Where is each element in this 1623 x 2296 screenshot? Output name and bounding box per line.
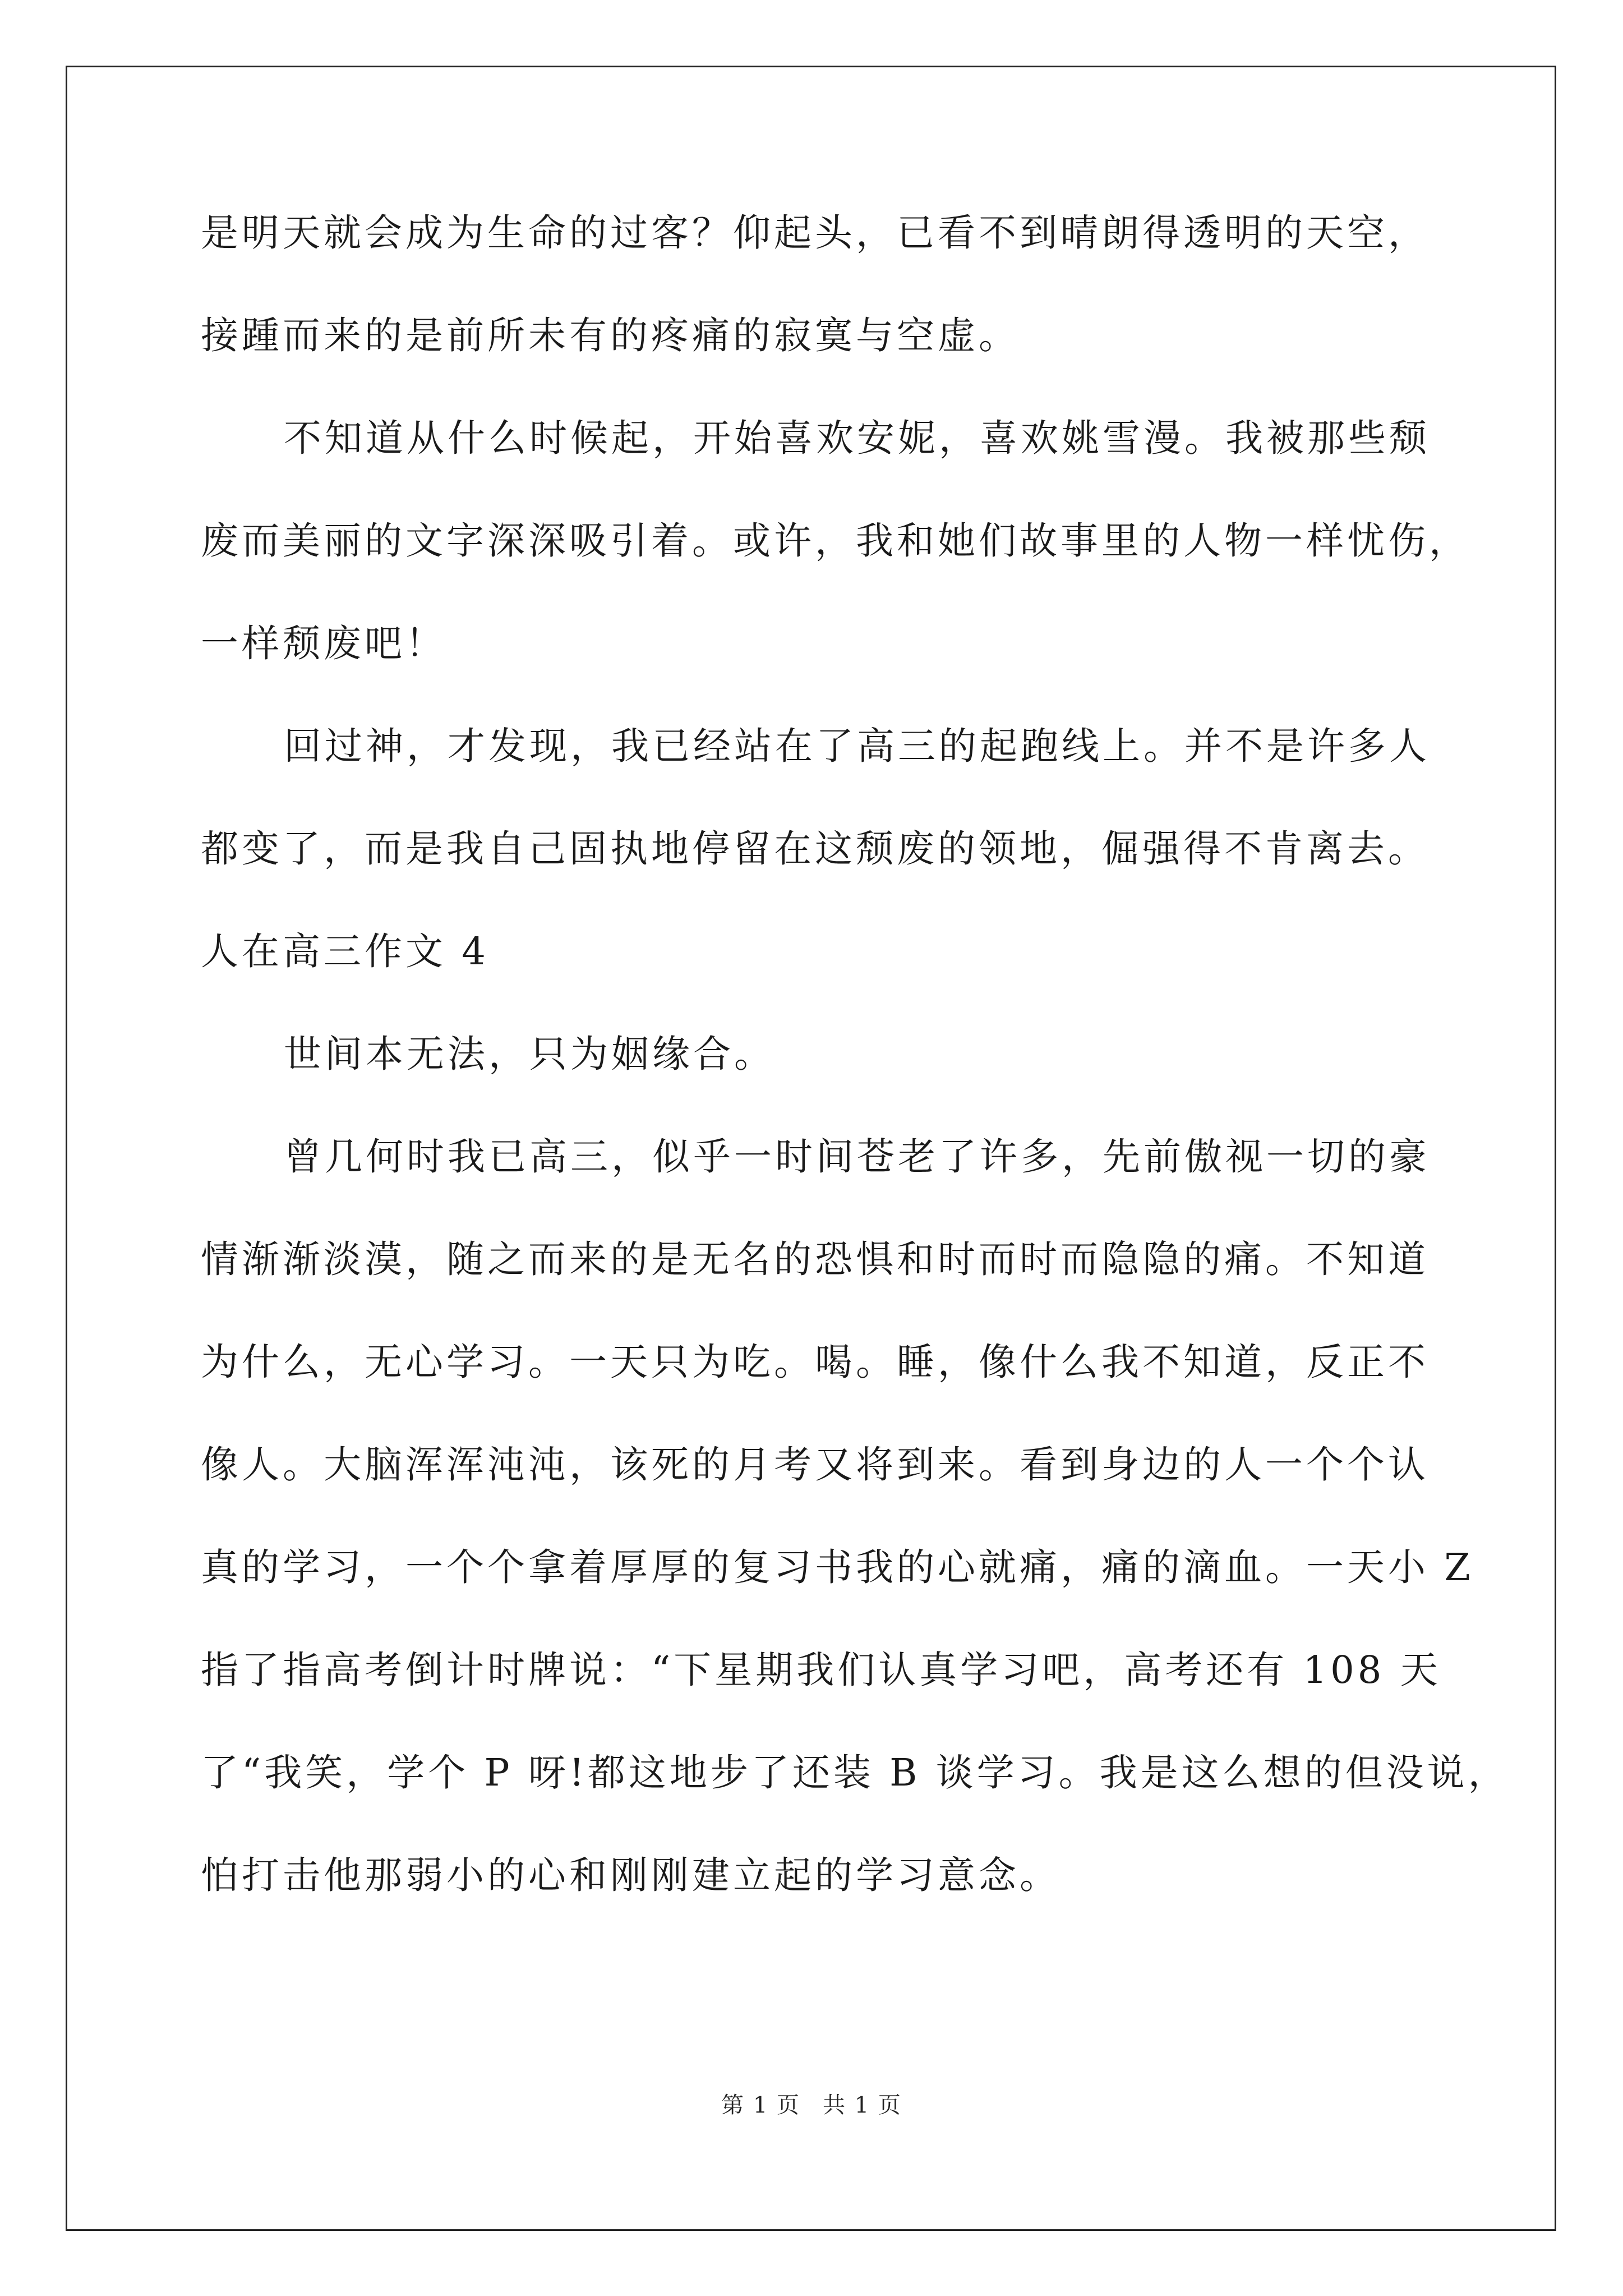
text-line: 指了指高考倒计时牌说：“下星期我们认真学习吧，高考还有 108 天: [201, 1648, 1441, 1692]
page-footer: [0, 2087, 1623, 2119]
paragraph-start: 不知道从什么时候起，开始喜欢安妮，喜欢姚雪漫。我被那些颓: [284, 416, 1430, 460]
page-total: 共 1 页: [823, 2092, 902, 2118]
paragraph-start: 回过神，才发现，我已经站在了高三的起跑线上。并不是许多人: [284, 724, 1430, 768]
paragraph-start: 曾几何时我已高三，似乎一时间苍老了许多，先前傲视一切的豪: [284, 1135, 1430, 1179]
text-line: 接踵而来的是前所未有的疼痛的寂寞与空虚。: [201, 314, 1020, 357]
text-line: 了“我笑，学个 P 呀!都这地步了还装 B 谈学习。我是这么想的但没说，: [201, 1751, 1509, 1795]
text-line: 怕打击他那弱小的心和刚刚建立起的学习意念。: [201, 1853, 1061, 1897]
text-line: 废而美丽的文字深深吸引着。或许，我和她们故事里的人物一样忧伤，: [201, 519, 1470, 563]
document-body: [201, 208, 1509, 1953]
page-number: 第 1 页: [721, 2092, 800, 2118]
paragraph-start: 世间本无法，只为姻缘合。: [284, 1032, 775, 1076]
section-heading: 人在高三作文 4: [201, 930, 489, 973]
text-line: 情渐渐淡漠，随之而来的是无名的恐惧和时而时而隐隐的痛。不知道: [201, 1237, 1429, 1281]
text-line: 真的学习，一个个拿着厚厚的复习书我的心就痛，痛的滴血。一天小 Z: [201, 1545, 1474, 1589]
text-line: 一样颓废吧！: [201, 622, 446, 665]
text-line: 都变了，而是我自己固执地停留在这颓废的领地，倔强得不肯离去。: [201, 827, 1429, 871]
text-line: 像人。大脑浑浑沌沌，该死的月考又将到来。看到身边的人一个个认: [201, 1443, 1429, 1487]
text-line: 是明天就会成为生命的过客？仰起头，已看不到晴朗得透明的天空，: [201, 211, 1429, 255]
text-line: 为什么，无心学习。一天只为吃。喝。睡，像什么我不知道，反正不: [201, 1340, 1429, 1384]
